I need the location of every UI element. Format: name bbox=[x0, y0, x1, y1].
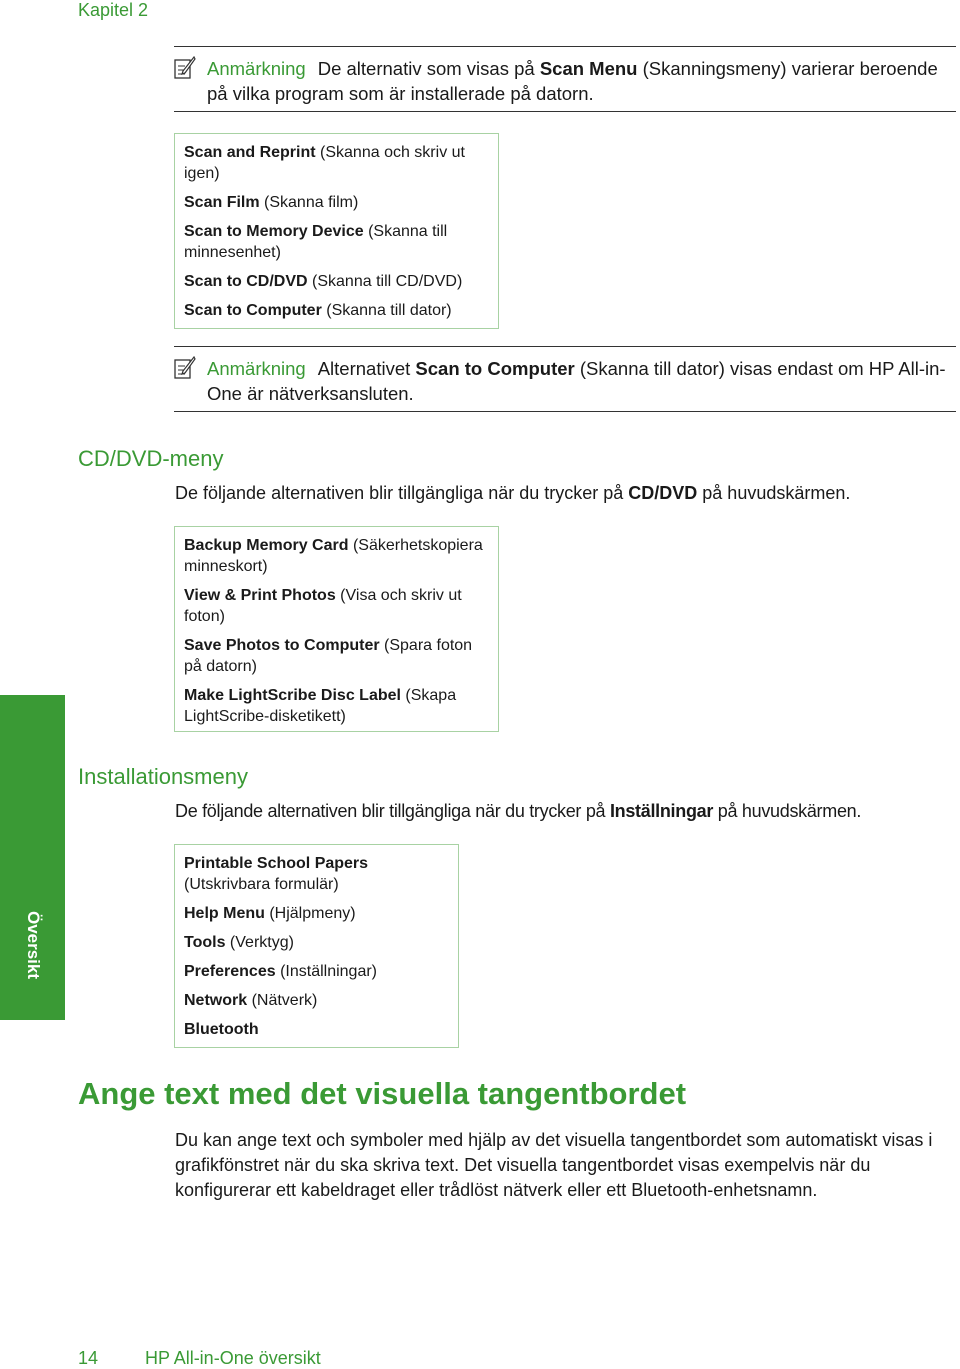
note-pencil-icon bbox=[174, 356, 196, 380]
note-scan-to-computer: Anmärkning Alternativet Scan to Computer (Skanna till dator) visas endast om HP All-in-One är nätverksansluten. bbox=[207, 358, 946, 404]
list-item: Scan Film (Skanna film) bbox=[184, 194, 359, 211]
footer-title: HP All-in-One översikt bbox=[145, 1348, 321, 1368]
list-item: Scan to Computer (Skanna till dator) bbox=[184, 302, 452, 319]
list-item: Printable School Papers (Utskrivbara formulär) bbox=[184, 855, 369, 893]
note-top-rule bbox=[174, 46, 956, 47]
list-item: Network (Nätverk) bbox=[184, 992, 318, 1009]
list-item: Scan to CD/DVD (Skanna till CD/DVD) bbox=[184, 273, 463, 290]
page-number: 14 bbox=[78, 1348, 99, 1368]
list-item: Tools (Verktyg) bbox=[184, 934, 294, 951]
setup-intro: De följande alternativen blir tillgängliga när du trycker på Inställningar på huvudskärmen. bbox=[175, 801, 862, 821]
list-item: Make LightScribe Disc Label (Skapa LightScribe-disketikett) bbox=[184, 687, 457, 725]
chapter-label: Kapitel 2 bbox=[78, 0, 149, 20]
note-top-rule bbox=[174, 346, 956, 347]
section-title-setup: Installationsmeny bbox=[78, 764, 248, 789]
list-item: View & Print Photos (Visa och skriv ut foton) bbox=[184, 587, 462, 625]
cd-dvd-menu-box bbox=[174, 526, 499, 732]
note-scan-menu: Anmärkning De alternativ som visas på Scan Menu (Skanningsmeny) varierar beroende på vilka program som är installerade på datorn. bbox=[207, 58, 938, 104]
note-bottom-rule bbox=[174, 411, 956, 412]
setup-menu-box bbox=[174, 844, 459, 1048]
note-lead: Anmärkning bbox=[207, 58, 306, 79]
list-item: Scan to Memory Device (Skanna till minnesenhet) bbox=[184, 223, 448, 261]
list-item: Bluetooth bbox=[184, 1021, 259, 1038]
note-lead: Anmärkning bbox=[207, 358, 306, 379]
keyboard-heading: Ange text med det visuella tangentbordet bbox=[78, 1076, 687, 1111]
scan-menu-box bbox=[174, 133, 499, 329]
list-item: Help Menu (Hjälpmeny) bbox=[184, 905, 356, 922]
side-tab-label: Översikt bbox=[23, 910, 43, 980]
side-tab bbox=[0, 695, 65, 1020]
section-title-cd-dvd: CD/DVD-meny bbox=[78, 446, 224, 471]
list-item: Scan and Reprint (Skanna och skriv ut igen) bbox=[184, 144, 465, 182]
keyboard-paragraph: Du kan ange text och symboler med hjälp av det visuella tangentbordet som automatiskt visas i grafikfönstret när du ska skriva text. Det visuella tangentbordet visas exempelvis när du konfigurerar ett kabeldraget eller trådlöst nätverk eller ett Bluetooth-enhetsnamn. bbox=[175, 1130, 933, 1200]
list-item: Backup Memory Card (Säkerhetskopiera minneskort) bbox=[184, 537, 483, 575]
note-pencil-icon bbox=[174, 56, 196, 80]
list-item: Preferences (Inställningar) bbox=[184, 963, 377, 980]
note-bottom-rule bbox=[174, 111, 956, 112]
list-item: Save Photos to Computer (Spara foton på datorn) bbox=[184, 637, 473, 675]
cd-dvd-intro: De följande alternativen blir tillgängliga när du trycker på CD/DVD på huvudskärmen. bbox=[175, 483, 851, 503]
